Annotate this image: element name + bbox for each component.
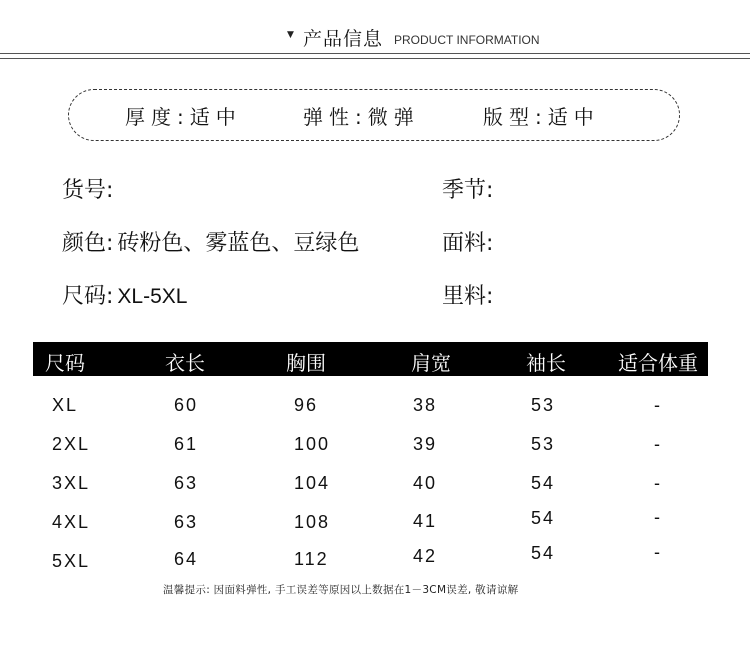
info-sku: [62, 173, 117, 204]
column-header-size: 尺码: [45, 351, 85, 375]
header-divider-bottom: [0, 58, 750, 59]
info-fabric: [442, 226, 497, 257]
table-cell: 54: [531, 543, 556, 563]
table-cell: 2XL: [52, 434, 91, 454]
column-header-bust: 胸围: [286, 351, 326, 375]
spec-value: 微弹: [367, 105, 420, 129]
column-header-sleeve: 袖长: [526, 351, 566, 375]
column-header-length: 衣长: [165, 351, 205, 375]
spec-value: 适中: [189, 105, 242, 129]
table-cell: XL: [52, 395, 79, 415]
section-title-cn: 产品信息: [303, 28, 384, 50]
table-cell: 100: [294, 434, 331, 454]
table-cell: 38: [413, 395, 438, 415]
table-cell: 42: [413, 546, 438, 566]
info-season: [442, 173, 497, 204]
table-cell: -: [654, 473, 662, 493]
spec-elasticity: [303, 101, 420, 130]
table-cell: -: [654, 507, 662, 527]
table-cell: 3XL: [52, 473, 91, 493]
table-cell: 40: [413, 473, 438, 493]
table-cell: 108: [294, 512, 331, 532]
spec-value: 适中: [547, 105, 600, 129]
spec-label: 厚度:: [125, 105, 190, 129]
header-divider-top: [0, 53, 750, 54]
triangle-down-icon: ▼: [287, 30, 294, 40]
table-cell: 63: [174, 473, 199, 493]
table-cell: 60: [174, 395, 199, 415]
table-cell: -: [654, 395, 662, 415]
table-cell: 53: [531, 395, 556, 415]
info-label: 季节:: [442, 178, 494, 203]
table-cell: 64: [174, 549, 199, 569]
spec-label: 弹性:: [303, 105, 368, 129]
table-cell: -: [654, 434, 662, 454]
section-title-en: PRODUCT INFORMATION: [394, 33, 540, 47]
info-label: 货号:: [62, 178, 114, 203]
table-cell: 61: [174, 434, 199, 454]
size-note: 温馨提示: 因面料弹性, 手工误差等原因以上数据在1－3CM误差, 敬请谅解: [163, 584, 519, 596]
table-cell: 63: [174, 512, 199, 532]
info-label: 颜色:: [62, 231, 114, 256]
table-cell: -: [654, 542, 662, 562]
size-table-header: [33, 342, 708, 376]
table-cell: 53: [531, 434, 556, 454]
table-cell: 112: [294, 549, 329, 569]
table-cell: 4XL: [52, 512, 91, 532]
info-lining: [442, 279, 497, 310]
table-cell: 96: [294, 395, 319, 415]
table-cell: 54: [531, 473, 556, 493]
info-label: 里料:: [442, 284, 494, 309]
table-cell: 104: [294, 473, 331, 493]
column-header-weight: 适合体重: [618, 351, 698, 375]
info-color: [62, 226, 359, 257]
spec-label: 版型:: [483, 105, 548, 129]
table-cell: 54: [531, 508, 556, 528]
info-value: 砖粉色、雾蓝色、豆绿色: [117, 231, 360, 256]
info-label: 面料:: [442, 231, 494, 256]
section-header: [0, 22, 750, 62]
info-label: 尺码:: [62, 284, 114, 309]
column-header-shoulder: 肩宽: [411, 351, 451, 375]
spec-thickness: [125, 101, 242, 130]
table-cell: 41: [413, 511, 438, 531]
table-cell: 5XL: [52, 551, 91, 571]
spec-fit: [483, 101, 600, 130]
table-cell: 39: [413, 434, 438, 454]
info-value: XL-5XL: [117, 285, 188, 308]
info-size: [62, 279, 187, 310]
